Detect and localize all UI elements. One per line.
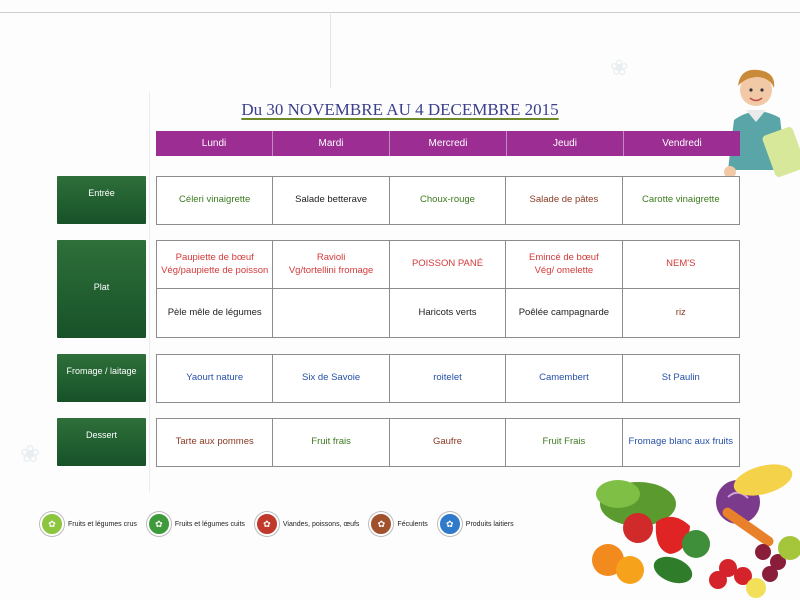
legend-item-raw-produce <box>40 512 137 536</box>
fromage-wednesday: roitelet <box>390 355 506 402</box>
entree-wednesday: Choux-rouge <box>390 177 506 224</box>
plat-side-thursday: Poêlée campagnarde <box>506 289 622 337</box>
scan-fold-line-left <box>149 92 150 492</box>
row-label-plat: Plat <box>57 240 146 338</box>
top-divider <box>0 12 800 13</box>
legend-item-cooked-produce <box>147 512 245 536</box>
dairy-icon: ✿ <box>438 512 462 536</box>
row-label-dessert: Dessert <box>57 418 146 466</box>
day-header-tuesday: Mardi <box>273 131 390 156</box>
legend-label-dairy: Produits laitiers <box>465 520 514 528</box>
legend-label-starch: Féculents <box>397 520 428 528</box>
plat-main-wednesday-line1: POISSON PANÉ <box>411 258 484 270</box>
plat-main-friday <box>623 241 739 289</box>
plat-main-friday-line1: NEM'S <box>666 258 696 270</box>
cooked-produce-icon: ✿ <box>147 512 171 536</box>
scan-fold-line <box>330 14 331 88</box>
row-label-fromage: Fromage / laitage <box>57 354 146 402</box>
legend-label-cooked-produce: Fruits et légumes cuits <box>174 520 245 528</box>
plat-side-monday: Pèle mêle de légumes <box>157 289 273 337</box>
legend-item-starch <box>369 512 427 536</box>
plat-main-wednesday <box>390 241 506 289</box>
fromage-row <box>156 354 740 403</box>
day-header-thursday: Jeudi <box>507 131 624 156</box>
dessert-thursday: Fruit Frais <box>506 419 622 466</box>
food-group-legend <box>40 512 524 536</box>
plat-side-wednesday: Haricots verts <box>390 289 506 337</box>
plat-main-tuesday-line2: Vg/tortellini fromage <box>288 264 374 276</box>
day-header-row <box>156 131 740 156</box>
dessert-wednesday: Gaufre <box>390 419 506 466</box>
plat-rows <box>156 240 740 338</box>
raw-produce-icon: ✿ <box>40 512 64 536</box>
day-header-wednesday: Mercredi <box>390 131 507 156</box>
legend-item-dairy <box>438 512 514 536</box>
plat-main-monday <box>157 241 273 289</box>
plat-main-thursday-line1: Emincé de bœuf <box>529 251 599 263</box>
plat-main-monday-line1: Paupiette de bœuf <box>175 251 254 263</box>
starch-icon: ✿ <box>369 512 393 536</box>
plat-main-monday-line2: Vég/paupiette de poisson <box>161 264 269 276</box>
row-label-entree: Entrée <box>57 176 146 224</box>
dessert-friday: Fromage blanc aux fruits <box>628 436 734 448</box>
plat-side-tuesday <box>273 289 389 337</box>
fromage-thursday: Camembert <box>506 355 622 402</box>
plat-main-tuesday <box>273 241 389 289</box>
legend-label-raw-produce: Fruits et légumes crus <box>68 520 137 528</box>
plat-main-thursday-line2: Vég/ omelette <box>534 264 594 276</box>
plat-main-thursday <box>506 241 622 289</box>
page-title: Du 30 NOVEMBRE AU 4 DECEMBRE 2015 <box>241 100 559 119</box>
legend-item-meat-fish-egg <box>255 512 360 536</box>
dessert-monday: Tarte aux pommes <box>157 419 273 466</box>
entree-thursday: Salade de pâtes <box>506 177 622 224</box>
child-illustration <box>716 60 800 190</box>
fromage-monday: Yaourt nature <box>157 355 273 402</box>
plat-side-friday: riz <box>675 306 686 318</box>
plat-main-tuesday-line1: Ravioli <box>316 251 346 263</box>
entree-monday: Céleri vinaigrette <box>157 177 273 224</box>
fromage-tuesday: Six de Savoie <box>273 355 389 402</box>
watermark-decoration-left: ❀ <box>20 441 41 468</box>
vegetables-illustration <box>578 452 800 600</box>
dessert-tuesday: Fruit frais <box>273 419 389 466</box>
legend-label-meat-fish-egg: Viandes, poissons, œufs <box>282 520 360 528</box>
fromage-friday: St Paulin <box>661 372 700 384</box>
entree-row <box>156 176 740 225</box>
meat-fish-egg-icon: ✿ <box>255 512 279 536</box>
day-header-monday: Lundi <box>156 131 273 156</box>
day-header-friday: Vendredi <box>662 138 702 149</box>
watermark-decoration: ❀ <box>610 55 629 80</box>
entree-friday: Carotte vinaigrette <box>641 194 720 206</box>
entree-tuesday: Salade betterave <box>273 177 389 224</box>
